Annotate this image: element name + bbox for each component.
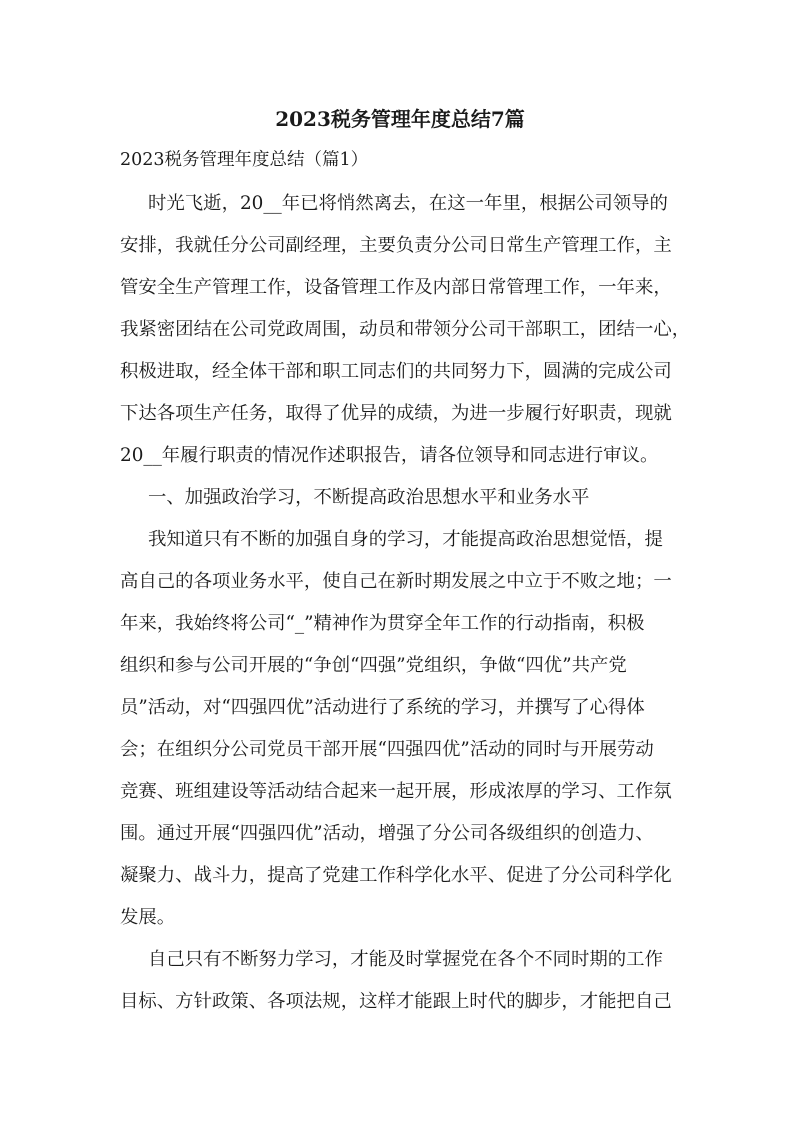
section-point-heading: 一、加强政治学习，不断提高政治思想水平和业务水平 — [148, 487, 590, 508]
paragraph-line: 我知道只有不断的加强自身的学习，才能提高政治思想觉悟，提 — [148, 529, 663, 550]
paragraph-line: 20__年履行职责的情况作述职报告，请各位领导和同志进行审议。 — [120, 445, 659, 466]
paragraph-line: 高自己的各项业务水平，使自己在新时期发展之中立于不败之地；一 — [120, 571, 672, 592]
paragraph-line: 组织和参与公司开展的“争创“四强”党组织，争做“四优”共产党 — [120, 655, 627, 676]
paragraph-line: 围。通过开展“四强四优”活动，增强了分公司各级组织的创造力、 — [120, 823, 654, 844]
paragraph-line: 自己只有不断努力学习，才能及时掌握党在各个不同时期的工作 — [148, 949, 663, 970]
paragraph-line: 管安全生产管理工作，设备管理工作及内部日常管理工作，一年来， — [120, 277, 672, 298]
paragraph-line: 竞赛、班组建设等活动结合起来一起开展，形成浓厚的学习、工作氛 — [120, 781, 672, 802]
paragraph-line: 安排，我就任分公司副经理，主要负责分公司日常生产管理工作，主 — [120, 235, 672, 256]
paragraph-line: 下达各项生产任务，取得了优异的成绩，为进一步履行好职责，现就 — [120, 403, 672, 424]
paragraph-line: 我紧密团结在公司党政周围，动员和带领分公司干部职工，团结一心， — [120, 319, 691, 340]
paragraph-line: 凝聚力、战斗力，提高了党建工作科学化水平、促进了分公司科学化 — [120, 865, 672, 886]
paragraph-line: 发展。 — [120, 907, 176, 928]
section-heading: 2023税务管理年度总结（篇1） — [120, 150, 369, 170]
paragraph-line: 时光飞逝，20__年已将悄然离去，在这一年里，根据公司领导的 — [148, 193, 668, 214]
paragraph-line: 积极进取，经全体干部和职工同志们的共同努力下，圆满的完成公司 — [120, 361, 672, 382]
paragraph-line: 会；在组织分公司党员干部开展“四强四优”活动的同时与开展劳动 — [120, 739, 654, 760]
paragraph-line: 员”活动，对“四强四优”活动进行了系统的学习，并撰写了心得体 — [120, 697, 645, 718]
document-title: 2023税务管理年度总结7篇 — [275, 107, 525, 131]
paragraph-line: 目标、方针政策、各项法规，这样才能跟上时代的脚步，才能把自己 — [120, 991, 672, 1012]
paragraph-line: 年来，我始终将公司“_”精神作为贯穿全年工作的行动指南，积极 — [120, 613, 645, 634]
